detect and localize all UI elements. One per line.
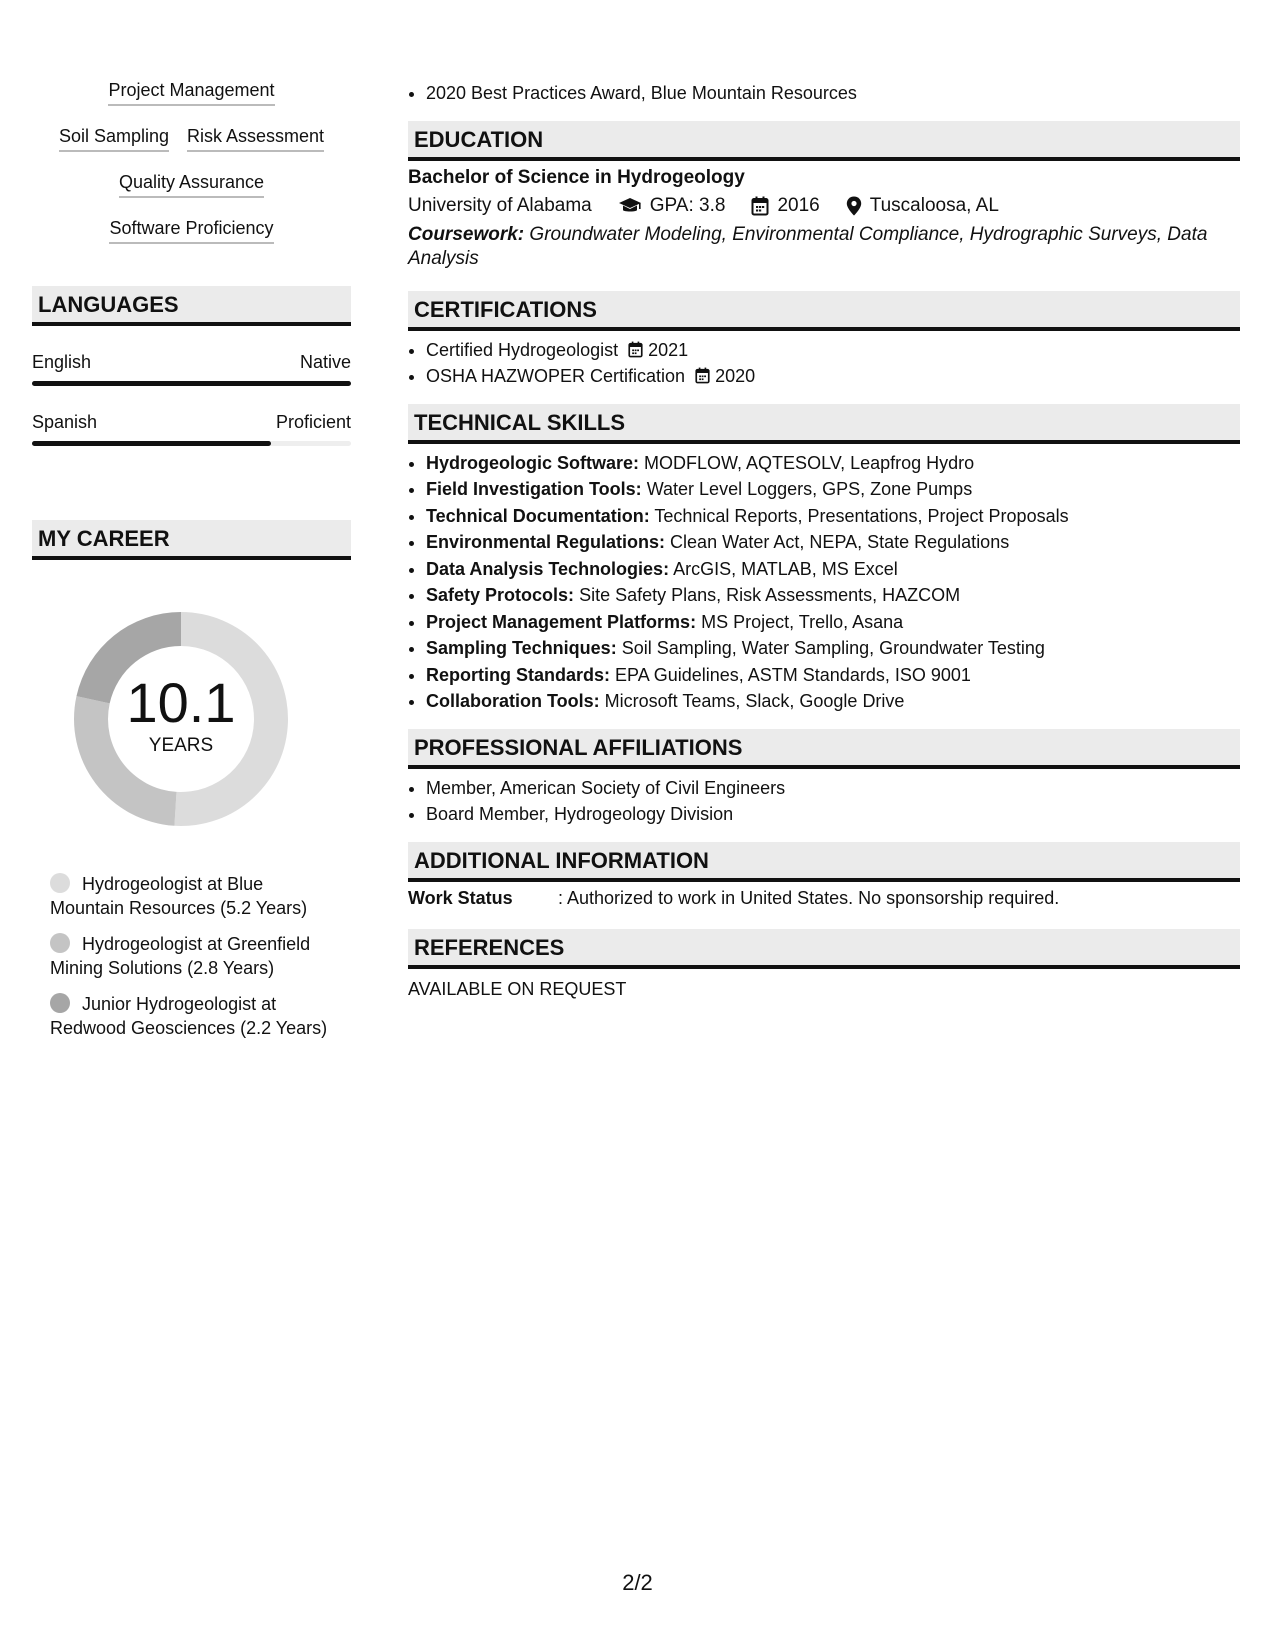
- work-status-value: : Authorized to work in United States. No sponsorship required.: [558, 887, 1060, 908]
- languages-heading: LANGUAGES: [32, 286, 351, 326]
- language-bar: [32, 381, 351, 386]
- page-number: 2/2: [622, 1570, 653, 1595]
- certification-item: [426, 363, 1240, 390]
- additional-info-heading: ADDITIONAL INFORMATION: [408, 842, 1240, 882]
- references-heading: REFERENCES: [408, 929, 1240, 969]
- sidebar: [32, 80, 351, 1052]
- certification-name: OSHA HAZWOPER Certification: [426, 366, 686, 386]
- legend-item: [50, 992, 330, 1040]
- legend-label: Hydrogeologist at Greenfield Mining Solutions (2.8 Years): [50, 934, 311, 978]
- skill-item: • Hydrogeologic Software: MODFLOW, AQTESOLV, Leapfrog Hydro: [426, 450, 1240, 477]
- skill-tag: Software Proficiency: [109, 218, 273, 244]
- language-spanish: [32, 412, 351, 446]
- skill-item: • Collaboration Tools: Microsoft Teams, Slack, Google Drive: [426, 688, 1240, 715]
- calendar-icon: [628, 341, 643, 358]
- education-heading: EDUCATION: [408, 121, 1240, 161]
- affiliations-heading: PROFESSIONAL AFFILIATIONS: [408, 729, 1240, 769]
- affiliations-list: [408, 775, 1240, 828]
- skill-row: [32, 126, 351, 152]
- language-name: Spanish: [32, 412, 98, 432]
- skill-item: • Technical Documentation: Technical Reports, Presentations, Project Proposals: [426, 503, 1240, 530]
- career-donut: [66, 604, 296, 834]
- skill-row: [32, 218, 351, 244]
- career-total: 10.1: [126, 671, 236, 734]
- legend-dot: [50, 933, 70, 953]
- skill-item: • Reporting Standards: EPA Guidelines, ASTM Standards, ISO 9001: [426, 662, 1240, 689]
- certifications-heading: CERTIFICATIONS: [408, 291, 1240, 331]
- degree: Bachelor of Science in Hydrogeology: [408, 166, 745, 188]
- skill-tag: Soil Sampling: [59, 126, 169, 152]
- legend-item: [50, 932, 330, 980]
- skill-row: [32, 172, 351, 198]
- work-status-label: Work Status: [408, 887, 513, 908]
- language-bar-fill: [32, 381, 351, 386]
- school: University of Alabama: [408, 194, 592, 216]
- awards-list: [408, 80, 1240, 107]
- location-pin-icon: [846, 196, 862, 216]
- skill-item: • Environmental Regulations: Clean Water Act, NEPA, State Regulations: [426, 529, 1240, 556]
- certification-year: 2020: [715, 366, 756, 386]
- skill-row: [32, 80, 351, 106]
- references-text: AVAILABLE ON REQUEST: [408, 978, 627, 999]
- coursework: [408, 223, 1240, 271]
- skill-item: • Safety Protocols: Site Safety Plans, Risk Assessments, HAZCOM: [426, 582, 1240, 609]
- technical-skills-list: [408, 450, 1240, 715]
- award-item: • 2020 Best Practices Award, Blue Mountain Resources: [426, 80, 1240, 107]
- certification-year: 2021: [648, 339, 689, 360]
- certification-item: [426, 337, 1240, 364]
- calendar-icon: [695, 367, 710, 384]
- certification-name: Certified Hydrogeologist: [426, 339, 619, 360]
- skill-item: • Field Investigation Tools: Water Level Loggers, GPS, Zone Pumps: [426, 476, 1240, 503]
- legend-dot: [50, 993, 70, 1013]
- legend-label: Hydrogeologist at Blue Mountain Resources (5.2 Years): [50, 874, 308, 918]
- work-status: [408, 888, 1240, 909]
- calendar-icon: [751, 196, 769, 216]
- coursework-list: Groundwater Modeling, Environmental Compliance, Hydrographic Surveys, Data Analysis: [408, 223, 1208, 269]
- affiliation-item: • Board Member, Hydrogeology Division: [426, 801, 1240, 828]
- skill-tag: Project Management: [108, 80, 274, 106]
- skill-tag: Risk Assessment: [187, 126, 324, 152]
- gpa: GPA: 3.8: [649, 194, 726, 216]
- language-level: Native: [299, 352, 351, 372]
- career-heading: MY CAREER: [32, 520, 351, 560]
- main-content: [408, 80, 1240, 1000]
- graduation-year: 2016: [777, 194, 820, 216]
- legend-label: Junior Hydrogeologist at Redwood Geosciences (2.2 Years): [50, 994, 328, 1038]
- skill-item: • Sampling Techniques: Soil Sampling, Water Sampling, Groundwater Testing: [426, 635, 1240, 662]
- coursework-label: Coursework:: [408, 223, 525, 245]
- career-unit: YEARS: [148, 735, 214, 756]
- language-name: English: [32, 352, 92, 372]
- certifications-list: [408, 337, 1240, 390]
- skill-tag: Quality Assurance: [119, 172, 264, 198]
- legend-item: [50, 872, 330, 920]
- education-details: [408, 195, 1240, 217]
- career-legend: [50, 872, 330, 1040]
- skill-item: • Project Management Platforms: MS Project, Trello, Asana: [426, 609, 1240, 636]
- technical-skills-heading: TECHNICAL SKILLS: [408, 404, 1240, 444]
- graduation-cap-icon: [618, 197, 642, 215]
- skill-item: • Data Analysis Technologies: ArcGIS, MATLAB, MS Excel: [426, 556, 1240, 583]
- language-bar-fill: [32, 441, 271, 446]
- skills-cloud: [32, 80, 351, 244]
- language-bar: [32, 441, 351, 446]
- language-level: Proficient: [275, 412, 351, 432]
- language-english: [32, 352, 351, 386]
- affiliation-item: • Member, American Society of Civil Engineers: [426, 775, 1240, 802]
- school-location: Tuscaloosa, AL: [869, 194, 999, 216]
- legend-dot: [50, 873, 70, 893]
